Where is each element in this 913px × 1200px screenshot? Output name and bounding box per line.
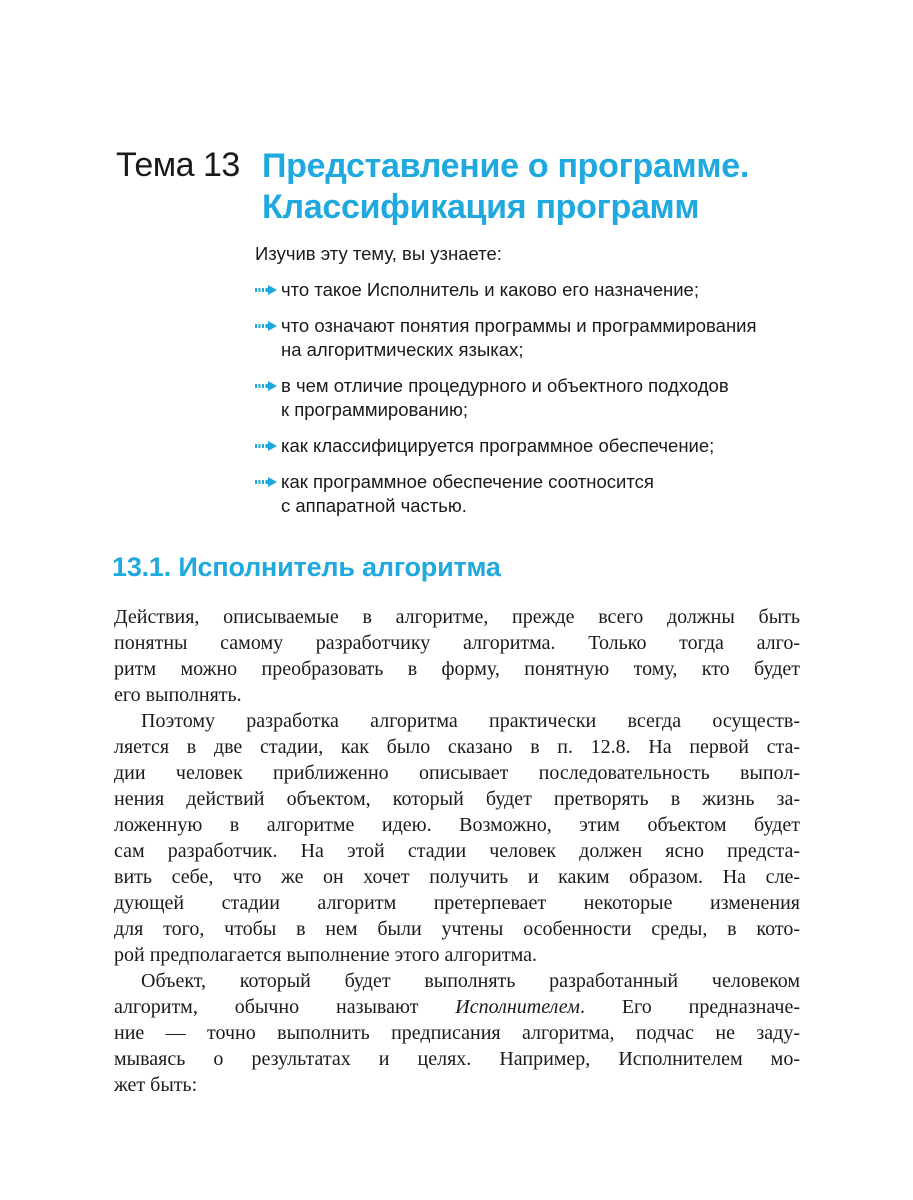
goal-item [255,314,815,362]
text-line: понятны самому разработчику алгоритма. Только тогда алго- [114,632,800,654]
goal-item [255,278,815,302]
arrow-bullet-icon [255,285,277,295]
goal-item [255,434,815,458]
text-line: для того, чтобы в нем были учтены особенности среды, в кото- [114,918,800,940]
text-line: вить себе, что же он хочет получить и каким образом. На сле- [114,866,800,888]
goal-text: в чем отличие процедурного и объектного подходов [281,375,729,396]
text-line: ритм можно преобразовать в форму, понятную тому, кто будет [114,658,800,680]
goal-text: с аппаратной частью. [281,495,467,516]
arrow-bullet-icon [255,441,277,451]
text-line: мываясь о результатах и целях. Например, Исполнителем мо- [114,1048,800,1070]
text-fragment: . Его предназначе- [579,996,800,1018]
goal-text: на алгоритмических языках; [281,339,524,360]
text-fragment: алгоритм, обычно называют [114,996,456,1018]
goal-item [255,374,815,422]
goal-text: что такое Исполнитель и каково его назначение; [281,279,699,300]
term-executor: Исполнителем [455,996,580,1018]
text-line: ние — точно выполнить предписания алгоритма, подчас не заду- [114,1022,800,1044]
text-line: дующей стадии алгоритм претерпевает некоторые изменения [114,892,800,914]
text-line: Объект, который будет выполнять разработанный человеком [141,970,800,992]
text-line: сам разработчик. На этой стадии человек должен ясно предста- [114,840,800,862]
goal-text: к программированию; [281,399,468,420]
learning-goals [255,242,815,530]
topic-title-line: Представление о программе. [262,147,750,185]
text-line: рой предполагается выполнение этого алгоритма. [114,944,538,966]
text-line: нения действий объектом, который будет претворять в жизнь за- [114,788,800,810]
text-line: Действия, описываемые в алгоритме, прежде всего должны быть [114,606,800,628]
text-line: ляется в две стадии, как было сказано в п. 12.8. На первой ста- [114,736,800,758]
topic-title-line: Классификация программ [262,188,700,226]
arrow-bullet-icon [255,381,277,391]
section-title: 13.1. Исполнитель алгоритма [112,552,501,582]
arrow-bullet-icon [255,477,277,487]
text-line: Поэтому разработка алгоритма практически всегда осуществ- [141,710,800,732]
goal-text: что означают понятия программы и программирования [281,315,757,336]
text-line: его выполнять. [114,684,242,706]
learning-goals-lead: Изучив эту тему, вы узнаете: [255,243,502,264]
text-line: дии человек приближенно описывает последовательность выпол- [114,762,800,784]
text-line [114,994,800,1020]
goal-text: как программное обеспечение соотносится [281,471,654,492]
text-line: ложенную в алгоритме идею. Возможно, этим объектом будет [114,814,800,836]
text-line: жет быть: [114,1074,198,1096]
body-text [114,604,800,1098]
topic-title [262,146,862,228]
topic-label: Тема 13 [116,146,240,184]
goal-text: как классифицируется программное обеспечение; [281,435,715,456]
goal-item [255,470,815,518]
arrow-bullet-icon [255,321,277,331]
